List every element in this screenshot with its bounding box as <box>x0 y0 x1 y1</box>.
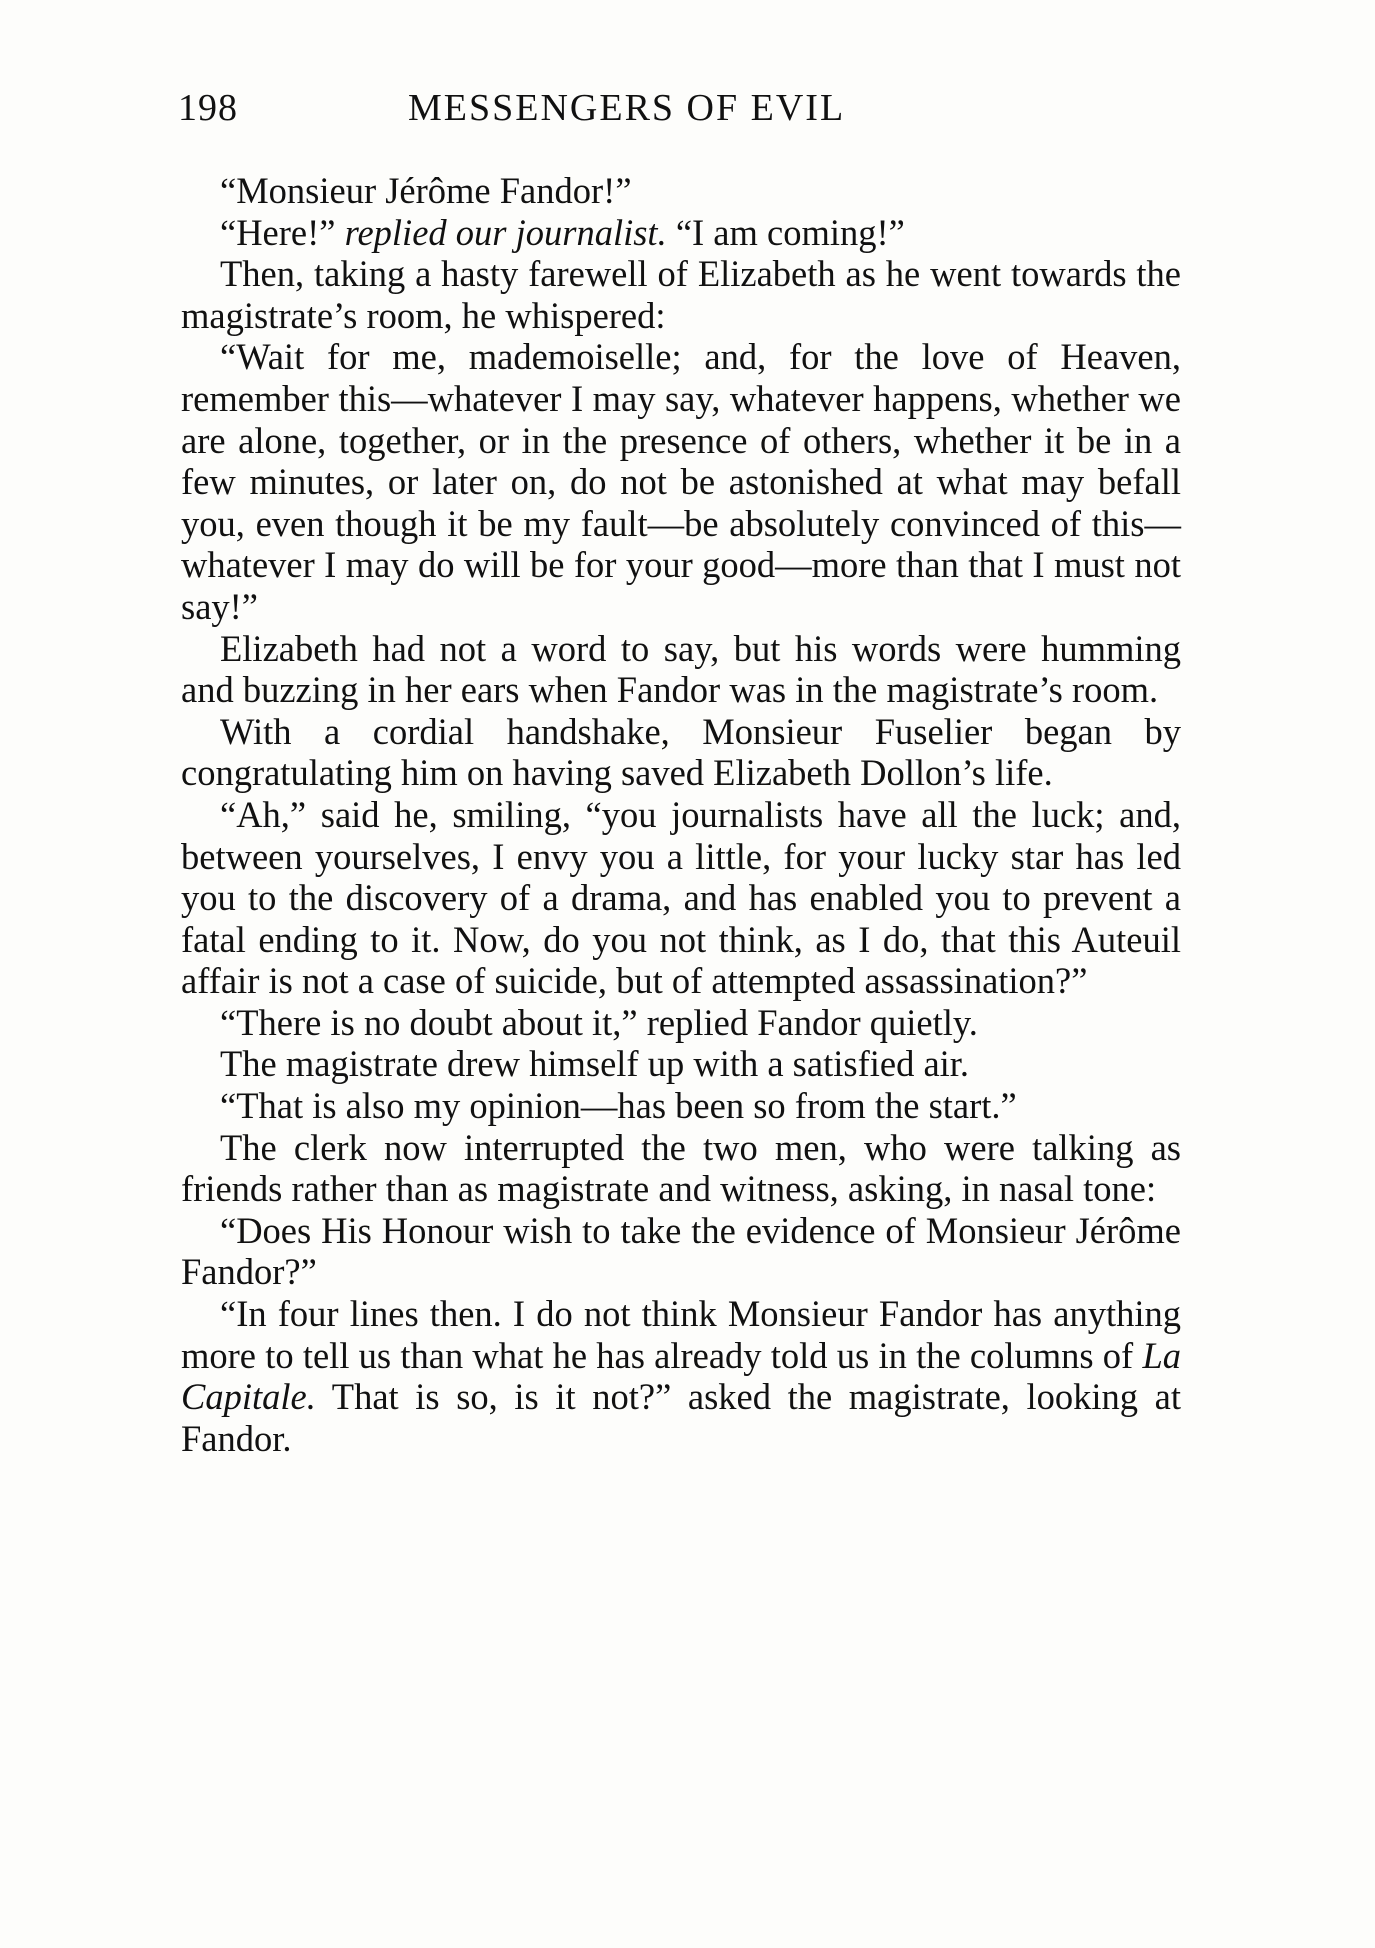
paragraph-text: Then, taking a hasty farewell of Elizabeth as he went towards the magistrate’s room, he whispered: <box>181 253 1181 336</box>
running-head: MESSENGERS OF EVIL <box>408 87 846 129</box>
paragraph-text: With a cordial handshake, Monsieur Fuselier began by congratulating him on having saved Elizabeth Dollon’s life. <box>181 710 1181 794</box>
paragraph-text: “Wait for me, mademoiselle; and, for the love of Heaven, remember this—whatever I may say, whatever happens, whether we are alone, together, or in the presence of others, whether it be in a few minutes, or later on, do not be astonished at what may befall you, even though it be my fault—be absolutely convinced of this—whatever I may do will be for your good—more than that I must not say!” <box>181 336 1181 627</box>
paragraph-text: “There is no doubt about it,” replied Fandor quietly. <box>220 1001 978 1043</box>
paragraph-text: “Does His Honour wish to take the evidence of Monsieur Jérôme Fandor?” <box>181 1209 1181 1293</box>
paragraph <box>181 1002 1181 1044</box>
paragraph-text: “Here!” <box>220 211 345 253</box>
paragraph <box>181 1210 1181 1293</box>
paragraph <box>181 336 1181 627</box>
paragraph <box>181 1043 1181 1085</box>
paragraph-text: “Monsieur Jérôme Fandor!” <box>220 170 632 211</box>
paragraph <box>181 794 1181 1002</box>
paragraph <box>181 628 1181 711</box>
paragraph-text: That is so, is it not?” asked the magistrate, looking at Fandor. <box>181 1376 1181 1459</box>
paragraph <box>181 212 1181 254</box>
paragraph <box>181 170 1181 212</box>
page-header <box>178 86 1183 146</box>
paragraph-text: Elizabeth had not a word to say, but his words were humming and buzzing in her ears when Fandor was in the magistrate’s room. <box>181 627 1181 711</box>
paragraph-text: “I am coming!” <box>666 211 905 253</box>
paragraph <box>181 253 1181 336</box>
paragraph <box>181 1293 1181 1459</box>
paragraph-text: The clerk now interrupted the two men, who were talking as friends rather than as magistrate and witness, asking, in nasal tone: <box>181 1126 1181 1210</box>
paragraph-text: “That is also my opinion—has been so from the start.” <box>220 1085 1017 1127</box>
italic-text: La Capitale. <box>181 1334 1181 1418</box>
paragraph <box>181 1085 1181 1127</box>
paragraph-text: The magistrate drew himself up with a satisfied air. <box>220 1043 970 1085</box>
paragraph <box>181 711 1181 794</box>
paragraph-text: “Ah,” said he, smiling, “you journalists have all the luck; and, between yourselves, I envy you a little, for your lucky star has led you to the discovery of a drama, and has enabled you to prevent a fatal ending to it. Now, do you not think, as I do, that this Auteuil affair is not a case of suicide, but of attempted assassination?” <box>181 793 1181 1002</box>
body-text <box>181 170 1181 1459</box>
paragraph <box>181 1127 1181 1210</box>
italic-text: replied our journalist. <box>344 211 667 253</box>
page-number: 198 <box>178 87 238 129</box>
paragraph-text: “In four lines then. I do not think Monsieur Fandor has anything more to tell us than what he has already told us in the columns of <box>181 1293 1181 1376</box>
